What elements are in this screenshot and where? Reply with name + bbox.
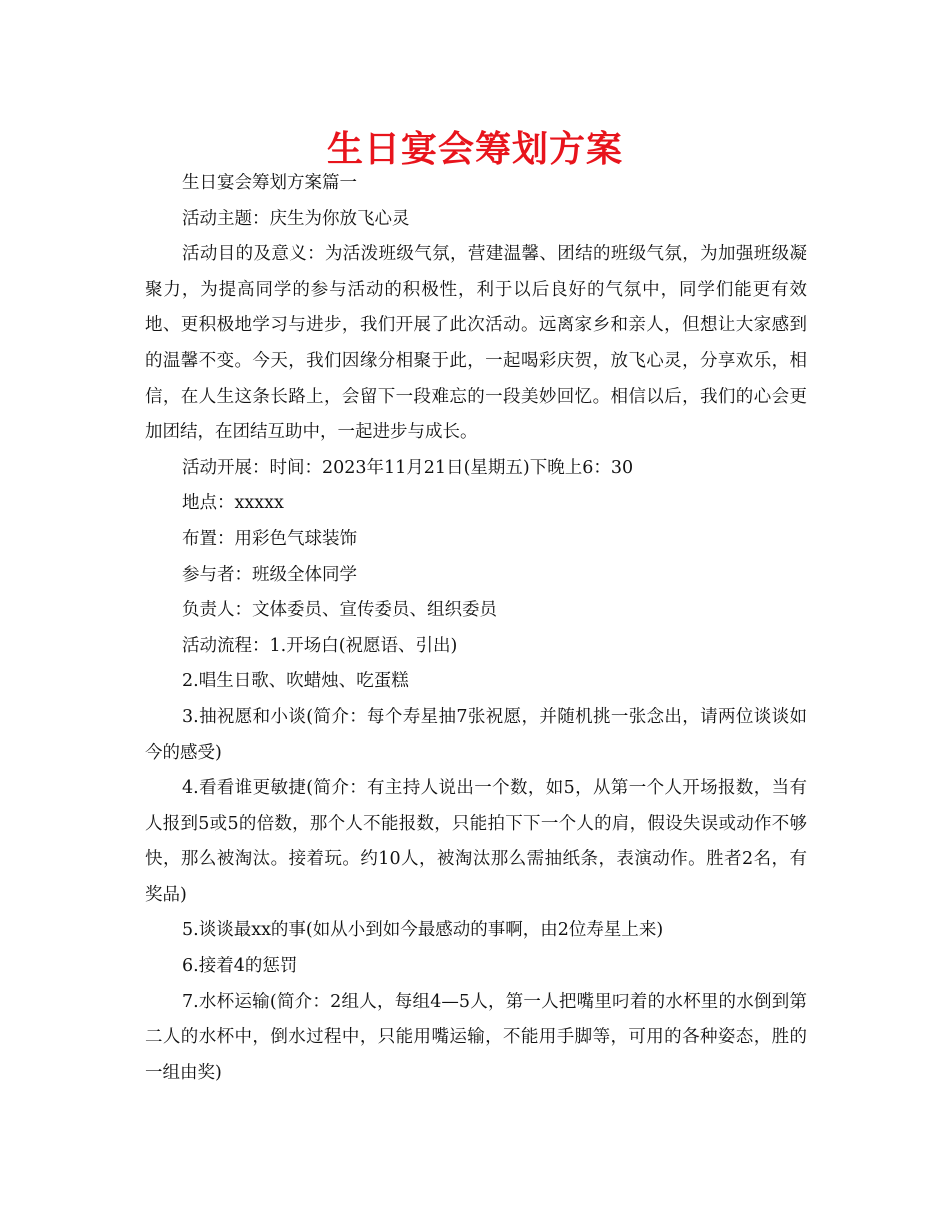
paragraph-subtitle: 生日宴会筹划方案篇一 xyxy=(182,173,357,193)
paragraph-participants: 参与者：班级全体同学 xyxy=(182,564,357,585)
paragraph-flow-3: 3.抽祝愿和小谈(简介：每个寿星抽7张祝愿，并随机挑一张念出，请两位谈谈如今的感受) xyxy=(145,706,807,763)
paragraph-flow-6: 6.接着4的惩罚 xyxy=(182,956,298,977)
document-body xyxy=(145,166,807,1091)
paragraph-theme: 活动主题：庆生为你放飞心灵 xyxy=(182,208,410,229)
paragraph-flow-2: 2.唱生日歌、吹蜡烛、吃蛋糕 xyxy=(182,671,409,692)
document-title: 生日宴会筹划方案 xyxy=(326,129,623,170)
paragraph-purpose: 活动目的及意义：为活泼班级气氛，营建温馨、团结的班级气氛，为加强班级凝聚力，为提高同学的参与活动的积极性，利于以后良好的气氛中，同学们能更有效地、更积极地学习与进步，我们开展了此次活动。远离家乡和亲人，但想让大家感到的温馨不变。今天，我们因缘分相聚于此，一起喝彩庆贺，放飞心灵，分享欢乐，相信，在人生这条长路上，会留下一段难忘的一段美妙回忆。相信以后，我们的心会更加团结，在团结互助中，一起进步与成长。 xyxy=(145,244,807,443)
paragraph-flow-1: 活动流程：1.开场白(祝愿语、引出) xyxy=(182,635,458,656)
paragraph-flow-7: 7.水杯运输(简介：2组人，每组4—5人，第一人把嘴里叼着的水杯里的水倒到第二人的水杯中，倒水过程中，只能用嘴运输，不能用手脚等，可用的各种姿态，胜的一组由奖) xyxy=(145,991,807,1083)
paragraph-flow-5: 5.谈谈最xx的事(如从小到如今最感动的事啊，由2位寿星上来) xyxy=(182,920,664,941)
paragraph-decoration: 布置：用彩色气球装饰 xyxy=(182,528,357,549)
paragraph-responsible: 负责人：文体委员、宣传委员、组织委员 xyxy=(182,600,497,621)
paragraph-flow-4: 4.看看谁更敏捷(简介：有主持人说出一个数，如5，从第一个人开场报数，当有人报到5或5的倍数，那个人不能报数，只能拍下下一个人的肩，假设失误或动作不够快，那么被淘汰。接着玩。约10人，被淘汰那么需抽纸条，表演动作。胜者2名，有奖品) xyxy=(145,778,807,905)
paragraph-time: 活动开展：时间：2023年11月21日(星期五)下晚上6：30 xyxy=(182,457,634,478)
paragraph-location: 地点：xxxxx xyxy=(182,493,284,514)
